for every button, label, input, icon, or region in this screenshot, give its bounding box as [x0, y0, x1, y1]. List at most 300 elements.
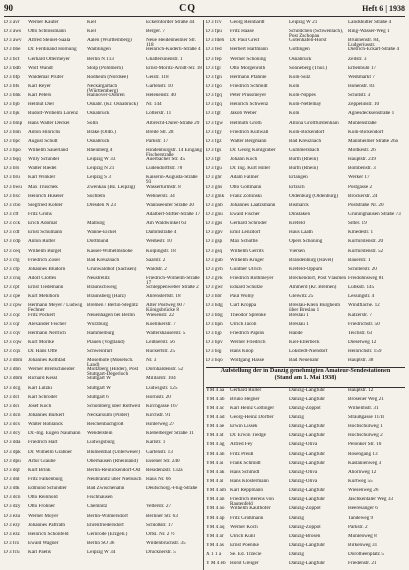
- location: Zwenkau (Bz. Leipzig): [87, 184, 136, 190]
- callsign-entry: [206, 534, 405, 543]
- address: Schillerstr. 20: [348, 266, 377, 272]
- operator-name: Fritz Großmann: [230, 515, 264, 521]
- location: Osnabr. (Kr. Osnabrück): [87, 102, 138, 108]
- address: Haus Nr. 66: [146, 477, 171, 483]
- callsign-entry: [4, 404, 203, 413]
- callsign: D 3 fed: [206, 47, 222, 53]
- callsign-entry: [206, 221, 405, 230]
- location: Krefeld-Oppum: [289, 266, 323, 272]
- callsign-entry: [4, 532, 203, 541]
- location: Berlin-Reinickendorf-Ost: [87, 467, 141, 473]
- location: Wendelstein: [87, 431, 113, 437]
- callsign: YM 4 af: [206, 433, 224, 439]
- address: Wehnerstr. 34: [146, 193, 175, 199]
- callsign: D 3 gnb: [206, 202, 223, 208]
- address: Rosengang 13: [348, 451, 378, 457]
- operator-name: Dr. Hans Offe: [28, 349, 58, 355]
- operator-name: Dr. Wilhelm Gräbner: [28, 449, 72, 455]
- operator-name: Franz Zollinski: [230, 193, 262, 199]
- operator-name: Ernst Poenike: [230, 543, 259, 549]
- callsign: D 3 bjb: [4, 102, 20, 108]
- callsign: D 3 dda: [4, 440, 21, 446]
- location: Kiel: [87, 29, 96, 35]
- address: Dorotheenplatz 5: [348, 552, 384, 558]
- address: Ludwigstr. 125: [146, 385, 178, 391]
- callsign: D 3 dtk: [4, 486, 20, 492]
- location: Rodheim (Nordsee): [87, 74, 129, 80]
- callsign: D 3 dqf: [4, 467, 20, 473]
- callsign: D 3 cbo: [4, 202, 21, 208]
- operator-name: Fritz Grohs: [28, 211, 52, 217]
- location: Würzburg: [87, 321, 108, 327]
- location: Bad Neuenahr: [289, 358, 319, 364]
- operator-name: Wilhelm Kaufhofer: [230, 506, 271, 512]
- callsign-entry: [206, 294, 405, 303]
- address: Hauptstr. 38: [348, 358, 374, 364]
- address: Dieselweg 12: [348, 339, 377, 345]
- operator-name: Werner Koch: [230, 524, 258, 530]
- callsign: D 3 bnh: [4, 129, 21, 135]
- callsign-entry: [4, 550, 203, 559]
- callsign: D 3 dbn: [4, 367, 21, 373]
- operator-name: Willy Schindel: [28, 157, 60, 163]
- operator-name: Emil Lenzdorf: [230, 230, 261, 236]
- operator-name: Dr. Paul Greif: [230, 38, 260, 44]
- operator-name: Otto Goltmann: [230, 184, 262, 190]
- location: Danzig-Langfuhr: [289, 396, 326, 402]
- callsign-entry: [4, 358, 203, 367]
- address: Kastanienweg 3: [348, 460, 382, 466]
- callsign: D 3 hqj: [206, 349, 222, 355]
- address: Parkstr. 17: [146, 138, 169, 144]
- callsign-entry: [4, 267, 203, 276]
- operator-name: Anton Rütter: [28, 239, 56, 245]
- location: Viersen: [289, 248, 305, 254]
- callsign-entry: [206, 506, 405, 515]
- address: Postgasse 2: [348, 184, 373, 190]
- operator-name: Friedrich Rothmeyer: [230, 275, 274, 281]
- location: Danzig-Langfuhr: [289, 451, 326, 457]
- address: Ghattersinenstr. 1: [146, 56, 183, 62]
- callsign: D 3 cqr: [4, 321, 20, 327]
- callsign: YM 4 ap: [206, 515, 225, 521]
- operator-name: Wilhelm Bürgel: [28, 248, 62, 254]
- location: Wanne-Eickel: [87, 230, 117, 236]
- location: Danzig-Langfuhr: [289, 488, 326, 494]
- address: Teichstr. 63: [348, 330, 373, 336]
- location: Danzig-Zoppot: [289, 524, 321, 530]
- address: Lübkstr. 145: [348, 285, 375, 291]
- location: Köln-Nippes: [289, 93, 316, 99]
- callsign: D 3 hpn: [206, 321, 223, 327]
- location: Danzig-Langfuhr: [289, 424, 326, 430]
- operator-name: Eduard Schütze: [230, 285, 263, 291]
- callsign: YM 4 ag: [206, 442, 225, 448]
- callsign-entry: [206, 212, 405, 221]
- address: Breite Str. 28: [146, 129, 174, 135]
- operator-name: Otto Fröhner: [28, 504, 55, 510]
- location: Neckargartach (Württemberg): [87, 83, 119, 94]
- operator-name: Werner Kauter: [28, 20, 59, 25]
- address: Heinrich-Küderli-Straße 4: [146, 47, 201, 53]
- operator-name: Kurt Mehlhorn: [28, 294, 60, 300]
- callsign: D 3 cqv: [4, 330, 21, 336]
- callsign-entry: [4, 29, 203, 38]
- callsign-entry: [206, 442, 405, 451]
- callsign-entry: [4, 221, 203, 230]
- address: Wasserturmstr. 8: [146, 184, 181, 190]
- callsign-entry: [206, 479, 405, 488]
- callsign: D 3 gps: [206, 221, 223, 227]
- operator-name: Artur Glaube: [28, 458, 56, 464]
- location: Bad Kreuznach: [289, 138, 322, 144]
- callsign-entry: [4, 239, 203, 248]
- callsign: D 3 gpv: [206, 230, 223, 236]
- callsign-entry: [4, 148, 203, 157]
- location: Plauen (Vogtland): [87, 339, 125, 345]
- address: Koellikerstr. 7: [146, 321, 176, 327]
- callsign: D 3 dcy: [4, 431, 21, 437]
- callsign-entry: [206, 313, 405, 322]
- location: Blumenthal (Unterweser): [87, 449, 140, 455]
- address: Friedrich-Wilhelm-Straße 17: [146, 275, 200, 286]
- operator-name: Karl Schröder: [28, 394, 58, 400]
- address: Brösener Weg 21: [348, 396, 384, 402]
- callsign-entry: [206, 470, 405, 479]
- address: Friedrichstr. 50: [348, 321, 380, 327]
- address: Albrecht-Dürer-Straße 29: [146, 120, 200, 126]
- callsign: D 3 fgq: [206, 93, 222, 99]
- address: Lotterstr. 11: [146, 111, 172, 117]
- callsign: D 3 awv: [4, 38, 22, 44]
- callsign: D 3 fgl: [206, 65, 221, 71]
- callsign: D 3 fgy: [206, 129, 222, 135]
- address: Kurtweg 55: [348, 479, 373, 485]
- callsign: D 3 fcv: [206, 20, 222, 25]
- address: Wiesenstr. 22: [146, 312, 175, 318]
- operator-name: Dr. Ferdinand Hornung: [28, 47, 77, 53]
- callsign: D 3 cpe: [4, 294, 21, 300]
- operator-name: Theodor Sprenke: [230, 312, 266, 318]
- callsign: YM 4 an: [206, 497, 225, 503]
- operator-name: Dr. Georg Kohlgraber: [230, 147, 276, 153]
- callsign-entry: [4, 203, 203, 212]
- address: Mühlenstraße: [348, 120, 377, 126]
- location: Gummersbach: [289, 147, 320, 153]
- operator-name: Gerhard Ottermeyer: [28, 56, 70, 62]
- section-date-note: (Stand am 1. Mai 1938): [274, 373, 337, 381]
- address: Am Waldwinkel 63: [146, 221, 187, 227]
- callsign: D 3 fgt: [206, 111, 221, 117]
- callsign-entry: [206, 139, 405, 148]
- callsign-entry: [206, 276, 405, 285]
- address: Heeresanger 6: [348, 506, 378, 512]
- address: Wildenbruchstr. 35: [146, 541, 186, 547]
- location: Danzig-Langfuhr: [289, 433, 326, 439]
- operator-name: Se. Ed. Trzecie: [230, 552, 262, 558]
- callsign-entry: [206, 258, 405, 267]
- address: Weißmarkt 7: [348, 74, 375, 80]
- callsign: YM 4 ad: [206, 415, 225, 421]
- callsign-entry: [206, 93, 405, 102]
- address: Alter Postweg 60 / Königsbrücke 8: [146, 303, 185, 313]
- callsign-entry: [4, 230, 203, 239]
- callsign: D 3 fpu: [206, 29, 222, 35]
- location: Bad Kreuznach: [87, 257, 120, 263]
- address: Weißestr. 10: [146, 239, 172, 245]
- location: Köln-Bickendorf: [289, 129, 325, 135]
- callsign-entry: [206, 433, 405, 442]
- callsign-entry: [4, 431, 203, 440]
- callsign-entry: [206, 349, 405, 358]
- callsign-entry: [4, 440, 203, 449]
- callsign-entry: [4, 139, 203, 148]
- address: Kmedestr. 1: [348, 230, 374, 236]
- operator-name: Walter Rohlanck: [28, 422, 63, 428]
- callsign-entry: [4, 504, 203, 513]
- callsign-entry: [206, 331, 405, 340]
- operator-name: Adam Fällner: [230, 175, 259, 181]
- location: Ludwigsburg: [87, 440, 115, 446]
- operator-name: Heinrich Hüseler: [28, 193, 64, 199]
- location: Leipzig N 21: [87, 166, 115, 172]
- location: Rheinberg 4: [87, 147, 113, 153]
- callsign-entry: [206, 397, 405, 406]
- location: Leipzig S 3: [87, 175, 111, 181]
- callsign: D 3 dcs: [4, 422, 20, 428]
- operator-name: Ernst Tiedemann: [28, 285, 64, 291]
- address: Kaiserin-Augusta-Straße 93: [146, 175, 198, 185]
- address: Schillstr. 3: [348, 93, 371, 99]
- page-header: [4, 3, 405, 17]
- address: Kurfürstenstr. 52: [348, 248, 384, 254]
- operator-name: Erwin Lissek: [230, 424, 258, 430]
- callsign-entry: [206, 516, 405, 525]
- operator-name: Paul Wolny: [230, 294, 255, 300]
- callsign-entry: [4, 367, 203, 376]
- location: Köln-Nettelbay: [289, 102, 322, 108]
- address: Residenzstr. 132a: [146, 467, 183, 473]
- location: Berlin-Wilmersdorf: [87, 513, 128, 519]
- callsign: D 3 bwu: [4, 184, 22, 190]
- callsign-entry: [4, 166, 203, 175]
- address: Ring-Wasser-Weg 1: [348, 29, 390, 35]
- operator-name: Karl Heinz Göttinger: [230, 405, 275, 411]
- location: Sonneberg (Thür.): [289, 65, 327, 71]
- operator-name: Gerhard Schröder: [230, 221, 268, 227]
- location: Stuttgart W: [87, 376, 111, 382]
- address: Bröckerstr. 24: [348, 193, 378, 199]
- callsign-entry: [206, 175, 405, 184]
- operator-name: Peter Prussmeyer: [230, 93, 267, 99]
- location: Bad Zwischenahn: [87, 486, 125, 492]
- location: Leipzig W 34: [87, 550, 116, 556]
- callsign: D 3 hbg: [206, 312, 223, 318]
- callsign: YM 4 ah: [206, 451, 225, 457]
- location: Danzig-Oliva: [289, 469, 318, 475]
- operator-name: Heinrich Schönfeld: [28, 531, 69, 537]
- callsign: D 3 hbr: [206, 294, 222, 300]
- address: Wiesenweg 26: [348, 488, 379, 494]
- location: Schweinfurt: [87, 349, 113, 355]
- callsign-entry: [206, 121, 405, 130]
- location: Grünwaldhof (Sachsen): [87, 266, 137, 272]
- location: Süchteln: [87, 193, 106, 199]
- callsign-entry: [206, 340, 405, 349]
- address: Grüninghausen Straße 73: [348, 211, 401, 217]
- operator-name: Horst Greiger: [230, 561, 259, 567]
- callsign: D 3 fgq: [206, 102, 222, 108]
- callsign: D 3 bcf: [4, 56, 20, 62]
- callsign-entry: [4, 459, 203, 468]
- callsign: D 3 gub: [206, 257, 223, 263]
- address: Tandeweg 9: [348, 515, 374, 521]
- operator-name: Gerhard Rüller: [230, 387, 262, 393]
- callsign: D 3 gsp: [206, 239, 223, 245]
- address: Ortsl. Nr. 2 ½: [146, 531, 175, 537]
- operator-name: Johannes Paffrath: [28, 522, 65, 528]
- location: Danzig: [289, 552, 304, 558]
- operator-name: Wilhelm Sauerland: [28, 147, 68, 153]
- callsign: D 3 dcl: [4, 394, 20, 400]
- location: Solln: [87, 120, 98, 126]
- location: Hannover-Döhren: [87, 93, 125, 99]
- operator-name: Ernst Schumann: [28, 230, 63, 236]
- address: Neue Heidenheimer Str. 118: [146, 38, 196, 48]
- operator-name: Bruno Hegner: [230, 396, 260, 402]
- operator-name: Fritz Preuß: [230, 451, 254, 457]
- callsign: D 3 cqc: [4, 312, 21, 318]
- address: Wannseeufer Straße 30: [146, 202, 194, 208]
- callsign: D 3 bbe: [4, 47, 21, 53]
- right-column: [203, 20, 405, 570]
- callsign-entry: [4, 331, 203, 340]
- operator-name: Hermann Meyer / Ludwig Fechner: [28, 303, 83, 313]
- operator-name: Otto Schlossmann: [28, 29, 66, 35]
- operator-name: Fritz Haase: [230, 29, 254, 35]
- address: Helenenstr. 40: [146, 93, 176, 99]
- operator-name: Rudolf-Wilhelm Lorenz: [28, 111, 79, 117]
- callsign: D 3 cqw: [4, 339, 22, 345]
- operator-name: Helmut Diel: [28, 102, 54, 108]
- address: Friedenstr. 21: [348, 561, 377, 567]
- callsign: D 3 dpk: [4, 449, 21, 455]
- callsign-entry: [206, 424, 405, 433]
- callsign-entry: [206, 194, 405, 203]
- location: Gotenhafen-Horst: [289, 38, 327, 44]
- address: Parkstr. 2: [348, 524, 368, 530]
- callsign: YM 4 ab: [206, 396, 225, 402]
- location: Danzig-Oliva: [289, 442, 318, 448]
- callsign: D 3 bjk: [4, 111, 20, 117]
- callsign: D 3 ezy: [4, 522, 21, 528]
- operator-name: Dr.-Ing. Eugen Naumann: [28, 431, 81, 437]
- operator-name: Hermann Nerrlich: [28, 330, 66, 336]
- location: Reichenbachgroß: [87, 422, 124, 428]
- location: Aalen (Württemberg): [87, 38, 132, 44]
- callsign-entry: [206, 543, 405, 552]
- callsign: D 3 gnu: [206, 211, 223, 217]
- callsign-entry: [4, 249, 203, 258]
- address: Ahornweg 12: [348, 469, 377, 475]
- callsign: D 3 cpt: [4, 285, 20, 291]
- callsign: D 3 bhk: [4, 93, 21, 99]
- callsign: YM 4 aq: [206, 524, 225, 530]
- address: Erbenbühl 17: [348, 65, 377, 71]
- operator-name: Waldemar Prüfer: [28, 74, 64, 80]
- callsign: D 3 dbm: [4, 376, 23, 382]
- operator-name: Frank Schmidt: [230, 460, 261, 466]
- location: Berlin SO 36: [87, 541, 115, 547]
- operator-name: Walter Riedel: [28, 166, 57, 172]
- operator-name: Helmuth Groth: [230, 120, 262, 126]
- location: Hande: [289, 330, 303, 336]
- location: Leipzig W 21: [289, 20, 318, 25]
- operator-name: Karl Reyer: [28, 83, 51, 89]
- callsign: D 3 cpw: [4, 303, 22, 309]
- callsign-entry: [206, 452, 405, 461]
- magazine-logo: CQ: [179, 3, 197, 14]
- callsign-entry: [4, 194, 203, 203]
- callsign-entry: [4, 386, 203, 395]
- callsign-entry: [4, 57, 203, 66]
- callsign-entry: [206, 111, 405, 120]
- operator-name: Werner Breitschneider: [28, 367, 75, 373]
- magazine-page: [4, 3, 405, 567]
- callsign: X 1 1 a: [206, 552, 222, 558]
- address: Hohenstr. 83: [348, 83, 375, 89]
- address: Leißnerstr. 56: [146, 339, 175, 345]
- address: Nr. 3: [146, 358, 157, 364]
- location: Osnabrück: [87, 111, 110, 117]
- address: Köln-Bickendorf: [348, 129, 384, 135]
- callsign-entry: [4, 75, 203, 84]
- callsign-entry: [206, 249, 405, 258]
- callsign-entry: [206, 552, 405, 561]
- callsign: D 3 dzy: [4, 504, 21, 510]
- location: Danzig-Langfuhr: [289, 561, 326, 567]
- callsign-entry: [4, 157, 203, 166]
- callsign: D 3 fgt: [206, 157, 221, 163]
- operator-name: Friedrich Kullwall: [230, 129, 269, 135]
- location: Altona Grottfürstenhain: [289, 120, 339, 126]
- callsign-entry: [4, 294, 203, 303]
- callsign: D 3 dci: [4, 403, 20, 409]
- operator-name: Anton Hinrichs: [28, 129, 61, 135]
- address: Wilhelmstr. 31: [348, 405, 379, 411]
- callsign: D 3 gwr: [206, 285, 224, 291]
- operator-name: Otto Reinhold: [28, 495, 58, 501]
- operator-name: Friedrich Zosel: [28, 257, 60, 263]
- callsign-entry: [4, 303, 203, 312]
- location: Göttingen: [289, 47, 310, 53]
- address: Waldstr. 2: [146, 266, 167, 272]
- callsign: D 3 bpo: [4, 147, 21, 153]
- location: Hammelburg: [87, 330, 115, 336]
- callsign: D 3 fcu: [4, 550, 20, 556]
- callsign-entry: [206, 47, 405, 56]
- callsign-entry: [206, 57, 405, 66]
- callsign: D 3 bxc: [4, 193, 21, 199]
- address: Katzerstr. 7: [348, 312, 372, 318]
- address: Rückertstr. 25: [146, 349, 176, 355]
- callsign-entry: [206, 561, 405, 570]
- address: Gartenstr. 10: [146, 83, 173, 89]
- address: Heinrichstr. 159: [348, 349, 382, 355]
- address: Windfläche. 12: [348, 303, 380, 309]
- callsign: D 3 fcs: [4, 541, 19, 547]
- callsign-entry: [206, 497, 405, 506]
